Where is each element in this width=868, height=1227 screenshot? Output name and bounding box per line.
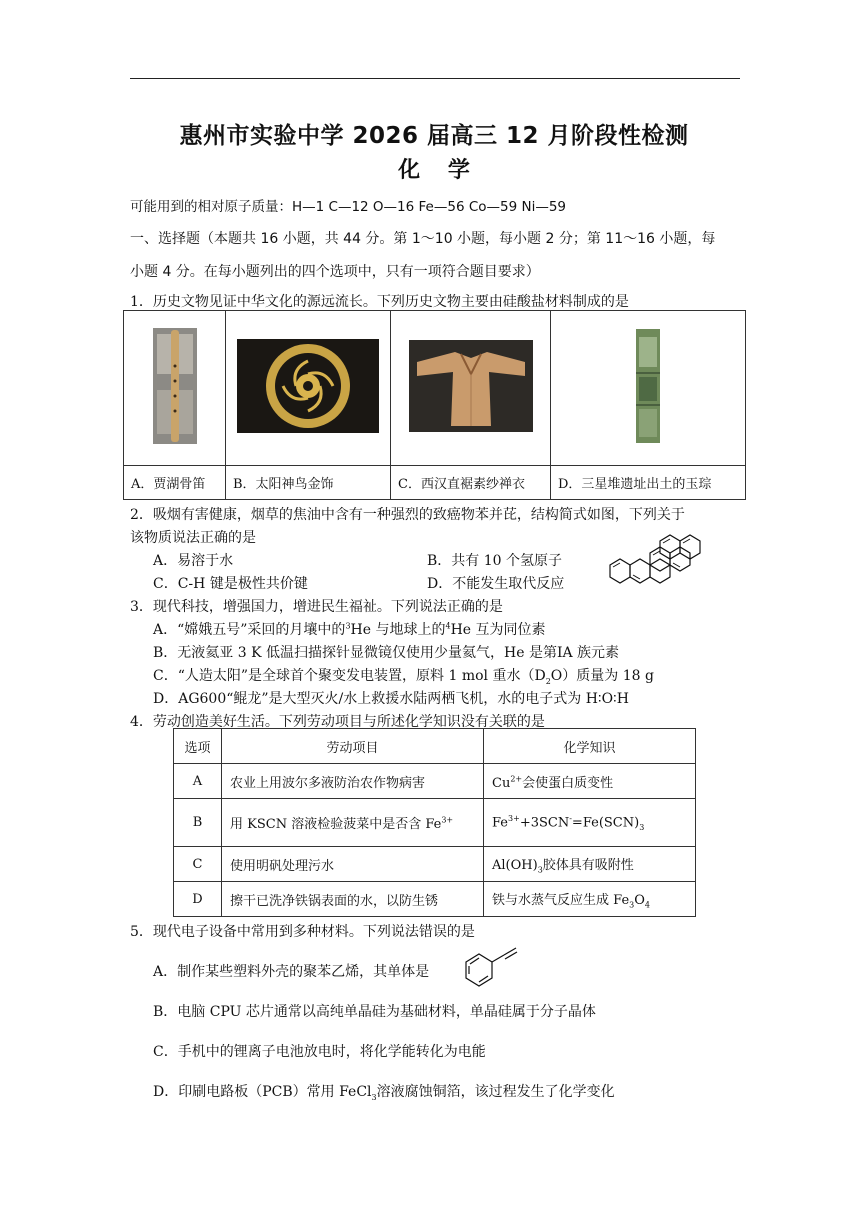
q4-row-project: 使用明矾处理污水: [222, 847, 484, 882]
q1-option-a: A．贾湖骨笛: [124, 466, 226, 500]
q4-row-option: A: [174, 764, 222, 799]
q4-row-a: [174, 764, 696, 799]
q3-option-b: B．无液氦亚 3 K 低温扫描探针显微镜仅使用少量氦气，He 是第ⅠA 族元素: [153, 645, 620, 661]
q4-row-knowledge: 铁与水蒸气反应生成 $Fe_3O_4$: [484, 882, 696, 917]
q2-option-b: B．共有 10 个氢原子: [427, 553, 563, 569]
q1-stem: 1．历史文物见证中华文化的源远流长。下列历史文物主要由硅酸盐材料制成的是: [130, 294, 629, 310]
q4-row-option: C: [174, 847, 222, 882]
q4-row-option: B: [174, 799, 222, 847]
q1-options-table: [123, 310, 746, 500]
q5-option-b: B．电脑 CPU 芯片通常以高纯单晶硅为基础材料，单晶硅属于分子晶体: [153, 1004, 596, 1020]
q5-option-a: A．制作某些塑料外壳的聚苯乙烯，其单体是: [153, 964, 430, 980]
benzopyrene-structure: [600, 527, 722, 597]
q1-option-c: C．西汉直裾素纱禅衣: [391, 466, 551, 500]
q4-header-option: 选项: [174, 729, 222, 764]
q5-option-d: D．印刷电路板（PCB）常用 FeCl$_3$溶液腐蚀铜箔，该过程发生了化学变化: [153, 1084, 615, 1102]
q3-option-d: D．AG600“鲲龙”是大型灭火/水上救援水陆两栖飞机，水的电子式为 H∶O∶H: [153, 691, 629, 707]
q1-option-b: B．太阳神鸟金饰: [226, 466, 391, 500]
q4-row-b: [174, 799, 696, 847]
q4-header-knowledge: 化学知识: [484, 729, 696, 764]
q4-stem: 4．劳动创造美好生活。下列劳动项目与所述化学知识没有关联的是: [130, 714, 545, 730]
styrene-structure: [458, 944, 522, 990]
q2-stem-line1: 2．吸烟有害健康，烟草的焦油中含有一种强烈的致癌物苯并芘，结构简式如图，下列关于: [130, 507, 685, 523]
silk-robe-image: [409, 340, 533, 432]
exam-title: 惠州市实验中学 2026 届高三 12 月阶段性检测: [179, 123, 689, 149]
q4-table: [173, 728, 696, 917]
q2-stem-line2: 该物质说法正确的是: [130, 530, 256, 546]
q1-image-cell-d: [551, 311, 746, 466]
q4-row-d: [174, 882, 696, 917]
bone-flute-image: [151, 326, 199, 446]
subject-title: 化 学: [398, 158, 470, 183]
q2-option-c: C．C-H 键是极性共价键: [153, 576, 308, 592]
q4-row-option: D: [174, 882, 222, 917]
q1-option-d: D．三星堆遗址出土的玉琮: [551, 466, 746, 500]
q3-option-a: A．“嫦娥五号”采回的月壤中的$^3$He 与地球上的$^4$He 互为同位素: [153, 621, 546, 638]
q4-row-knowledge: $Cu^{2+}$会使蛋白质变性: [484, 764, 696, 799]
q4-row-project: 用 KSCN 溶液检验菠菜中是否含 $Fe^{3+}$: [222, 799, 484, 847]
q3-option-c: C．“人造太阳”是全球首个聚变发电装置，原料 1 mol 重水$(D_2O)$质量为 18 g: [153, 668, 654, 686]
q2-option-d: D．不能发生取代反应: [427, 576, 565, 592]
top-rule: [130, 78, 740, 79]
q4-row-knowledge: $Al(OH)_3$胶体具有吸附性: [484, 847, 696, 882]
q1-image-cell-a: [124, 311, 226, 466]
atomic-mass-line: 可能用到的相对原子质量：H—1 C—12 O—16 Fe—56 Co—59 Ni—59: [130, 199, 567, 215]
q3-stem: 3．现代科技，增强国力，增进民生福祉。下列说法正确的是: [130, 599, 503, 615]
q5-option-c: C．手机中的锂离子电池放电时，将化学能转化为电能: [153, 1044, 486, 1060]
q4-header-project: 劳动项目: [222, 729, 484, 764]
section-heading-line1: 一、选择题（本题共 16 小题，共 44 分。第 1～10 小题，每小题 2 分；第 11～16 小题，每: [130, 231, 716, 247]
sun-bird-gold-image: [237, 339, 379, 433]
q4-row-project: 农业上用波尔多液防治农作物病害: [222, 764, 484, 799]
q4-row-project: 擦干已洗净铁锅表面的水，以防生锈: [222, 882, 484, 917]
q1-image-cell-c: [391, 311, 551, 466]
jade-cong-image: [633, 327, 663, 445]
q4-row-c: [174, 847, 696, 882]
q2-option-a: A．易溶于水: [153, 553, 234, 569]
section-heading-line2: 小题 4 分。在每小题列出的四个选项中，只有一项符合题目要求）: [130, 264, 540, 280]
q1-image-cell-b: [226, 311, 391, 466]
q5-stem: 5．现代电子设备中常用到多种材料。下列说法错误的是: [130, 924, 475, 940]
q4-row-knowledge: $Fe^{3+}+3SCN^-=Fe(SCN)_3$: [484, 799, 696, 847]
